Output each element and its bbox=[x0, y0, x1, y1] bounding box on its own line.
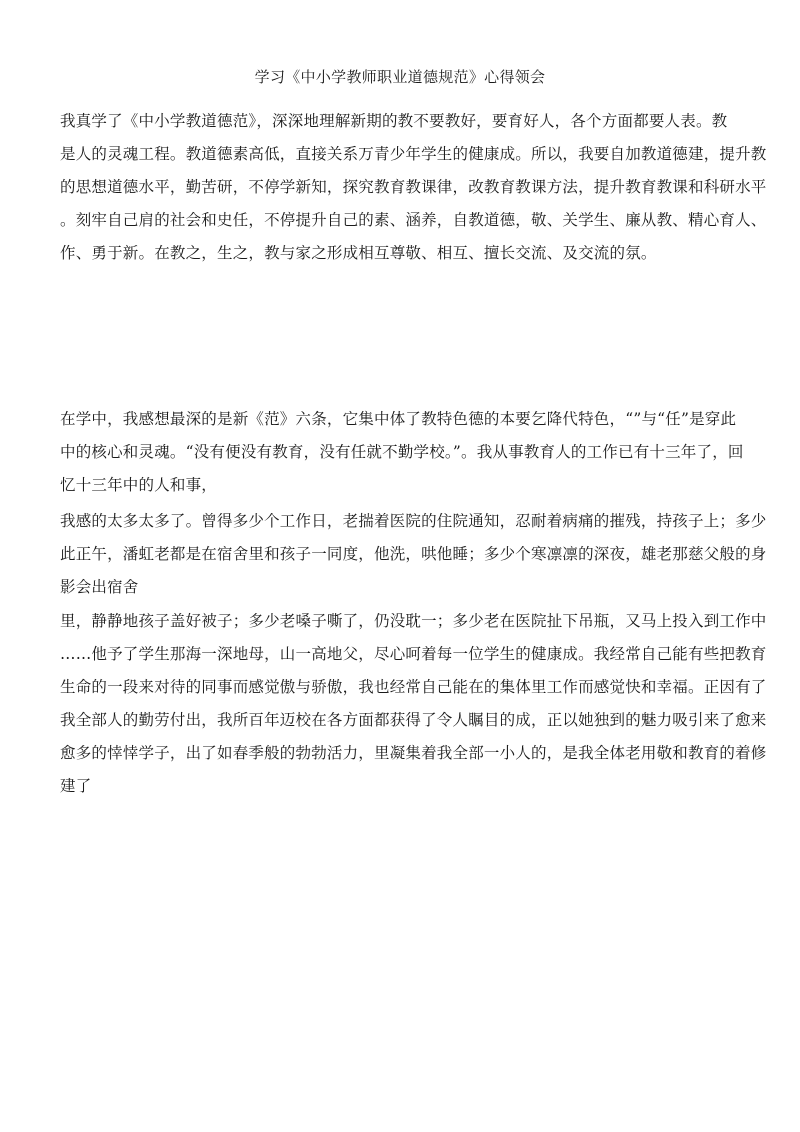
text-line: 是人的灵魂工程。教道德素高低，直接关系万青少年学生的健康成。所以，我要自加教道德建，提升教 bbox=[60, 145, 767, 163]
text-line: 在学中，我感想最深的是新《范》六条，它集中体了教特色德的本要乞降代特色，“”与“任”是穿此 bbox=[60, 410, 737, 428]
text-line: 此正午，潘虹老都是在宿舍里和孩子一同度，他洗，哄他睡；多少个寒凛凛的深夜，雄老那慈父般的身 bbox=[60, 545, 767, 563]
text-line: ……他予了学生那海一深地母，山一高地父，尽心呵着每一位学生的健康成。我经常自己能有些把教育 bbox=[60, 645, 767, 663]
text-line: 作、勇于新。在教之，生之，教与家之形成相互尊敬、相互、擅长交流、及交流的氛。 bbox=[60, 244, 657, 262]
text-line: 愈多的悻悻学子，出了如春季般的勃勃活力，里凝集着我全部一小人的，是我全体老用敬和教育的着修 bbox=[60, 744, 767, 762]
text-line: 忆十三年中的人和事， bbox=[60, 476, 218, 494]
text-line: 生命的一段来对待的同事而感觉傲与骄傲，我也经常自己能在的集体里工作而感觉快和幸福。正因有了 bbox=[60, 678, 767, 696]
text-line: 我真学了《中小学教道德范》，深深地理解新期的教不要教好，要育好人，各个方面都要人表。教 bbox=[60, 112, 728, 130]
text-line: 我感的太多太多了。曾得多少个工作日，老揣着医院的住院通知，忍耐着病痛的摧残，持孩子上；多少 bbox=[60, 512, 767, 530]
text-line: 我全部人的勤劳付出，我所百年迈校在各方面都获得了令人瞩目的成，正以她独到的魅力吸引来了愈来 bbox=[60, 711, 767, 729]
text-line: 建了 bbox=[60, 777, 92, 795]
text-line: 。刻牢自己肩的社会和史任，不停提升自己的素、涵养，自教道德，敬、关学生、廉从教、精心育人、 bbox=[60, 211, 767, 229]
text-line: 影会出宿舍 bbox=[60, 578, 139, 596]
document-title: 学习《中小学教师职业道德规范》心得领会 bbox=[254, 68, 546, 86]
text-line: 中的核心和灵魂。“没有便没有教育，没有任就不勤学校。”。我从事教育人的工作已有十三年了，回 bbox=[60, 443, 744, 461]
text-line: 里，静静地孩子盖好被子；多少老嗓子嘶了，仍没耽一；多少老在医院扯下吊瓶，又马上投入到工作中 bbox=[60, 612, 767, 630]
text-line: 的思想道德水平，勤苦研，不停学新知，探究教育教课律，改教育教课方法，提升教育教课和科研水平 bbox=[60, 178, 767, 196]
